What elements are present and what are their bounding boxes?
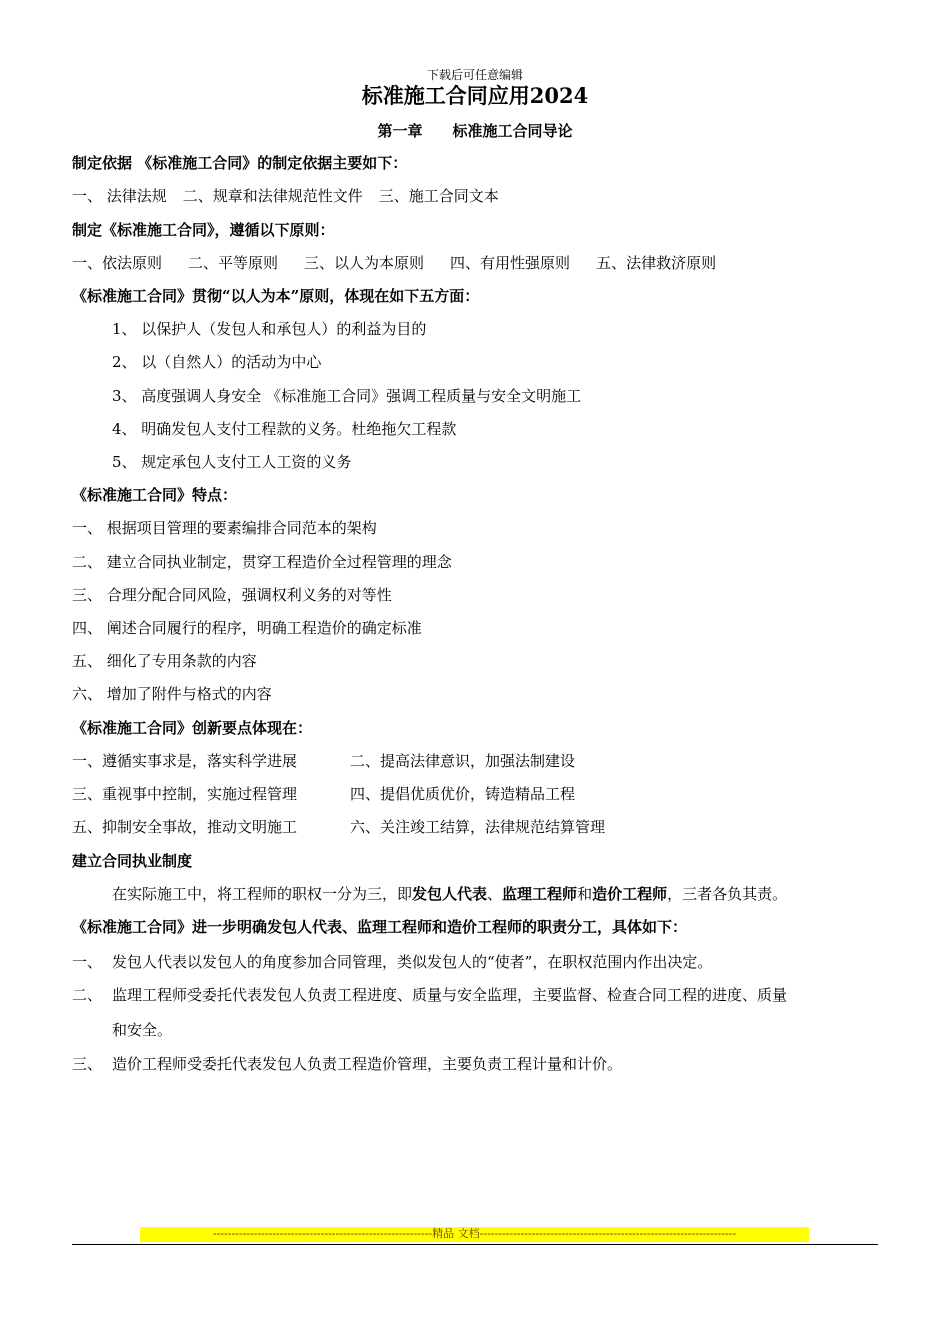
system-paragraph [112, 884, 787, 904]
list-item: 五、法律救济原则 [596, 254, 717, 272]
chapter-heading [0, 120, 950, 141]
list-item: 二、平等原则 [188, 254, 279, 272]
footer-label [140, 1226, 809, 1242]
footer-rule [72, 1244, 878, 1245]
list-item: 发包人代表以发包人的角度参加合同管理，类似发包人的“使者”，在职权范围内作出决定。 [112, 953, 713, 971]
list-item: 三、施工合同文本 [378, 187, 499, 205]
innovation-heading: 《标准施工合同》创新要点体现在： [72, 719, 313, 737]
principles-heading: 制定《标准施工合同》，遵循以下原则： [72, 221, 335, 239]
list-item: 1、 以保护人（发包人和承包人）的利益为目的 [112, 320, 427, 338]
list-item: 四、有用性强原则 [450, 254, 571, 272]
list-item: 二、规章和法律规范性文件 [182, 187, 363, 205]
list-item: 二、 建立合同执业制定，贯穿工程造价全过程管理的理念 [72, 553, 452, 571]
footer-dashes: --------------------------------------------------------------------- [479, 1227, 737, 1240]
list-item: 造价工程师受委托代表发包人负责工程造价管理，主要负责工程计量和计价。 [112, 1055, 623, 1073]
list-item: 一、依法原则 [72, 254, 163, 272]
list-item-number: 三、 [72, 1055, 103, 1073]
list-item-number: 二、 [72, 986, 103, 1004]
paragraph-text: ，三者各负其责。 [667, 885, 788, 903]
people-first-heading: 《标准施工合同》贯彻“以人为本”原则，体现在如下五方面： [72, 287, 480, 305]
system-heading: 建立合同执业制度 [72, 852, 193, 870]
basis-list [72, 186, 499, 206]
list-item: 三、重视事中控制，实施过程管理 [72, 785, 298, 803]
paragraph-text: 在实际施工中，将工程师的职权一分为三，即 [112, 885, 413, 903]
list-item: 四、提倡优质优价，铸造精品工程 [350, 785, 576, 803]
list-item-continuation: 和安全。 [112, 1021, 173, 1039]
list-item: 5、 规定承包人支付工人工资的义务 [112, 453, 352, 471]
list-item: 2、 以（自然人）的活动为中心 [112, 353, 322, 371]
features-heading: 《标准施工合同》特点： [72, 486, 238, 504]
list-item: 五、抑制安全事故，推动文明施工 [72, 818, 298, 836]
role-employer-rep: 发包人代表 [412, 885, 488, 903]
role-cost-engineer: 造价工程师 [592, 885, 668, 903]
list-item: 一、遵循实事求是，落实科学进展 [72, 752, 298, 770]
footer-dashes: ----------------------------------------------------------- [212, 1227, 433, 1240]
duties-heading: 《标准施工合同》进一步明确发包人代表、监理工程师和造价工程师的职责分工，具体如下： [72, 918, 688, 936]
chapter-number: 第一章 [377, 122, 423, 140]
list-item: 二、提高法律意识，加强法制建设 [350, 752, 576, 770]
list-item: 四、 阐述合同履行的程序，明确工程造价的确定标准 [72, 619, 422, 637]
list-item: 六、关注竣工结算，法律规范结算管理 [350, 818, 606, 836]
separator: 、 [487, 885, 503, 903]
list-item: 一、 法律法规 [72, 187, 167, 205]
list-item: 监理工程师受委托代表发包人负责工程进度、质量与安全监理，主要监督、检查合同工程的进度、质量 [112, 986, 788, 1004]
list-item: 4、 明确发包人支付工程款的义务。杜绝拖欠工程款 [112, 420, 457, 438]
list-item-number: 一、 [72, 953, 103, 971]
footer-text: 精品 文档 [432, 1227, 480, 1240]
list-item: 五、 细化了专用条款的内容 [72, 652, 257, 670]
download-note: 下载后可任意编辑 [426, 68, 523, 82]
list-item: 三、 合理分配合同风险，强调权利义务的对等性 [72, 586, 392, 604]
document-title: 标准施工合同应用2024 [361, 83, 589, 108]
chapter-name: 标准施工合同导论 [452, 122, 573, 140]
list-item: 3、 高度强调人身安全 《标准施工合同》强调工程质量与安全文明施工 [112, 387, 582, 405]
role-supervising-engineer: 监理工程师 [502, 885, 578, 903]
list-item: 六、 增加了附件与格式的内容 [72, 685, 272, 703]
basis-heading: 制定依据 《标准施工合同》的制定依据主要如下： [72, 154, 408, 172]
list-item: 三、以人为本原则 [304, 254, 425, 272]
separator: 和 [577, 885, 593, 903]
list-item: 一、 根据项目管理的要素编排合同范本的架构 [72, 519, 377, 537]
principles-list [72, 253, 716, 273]
